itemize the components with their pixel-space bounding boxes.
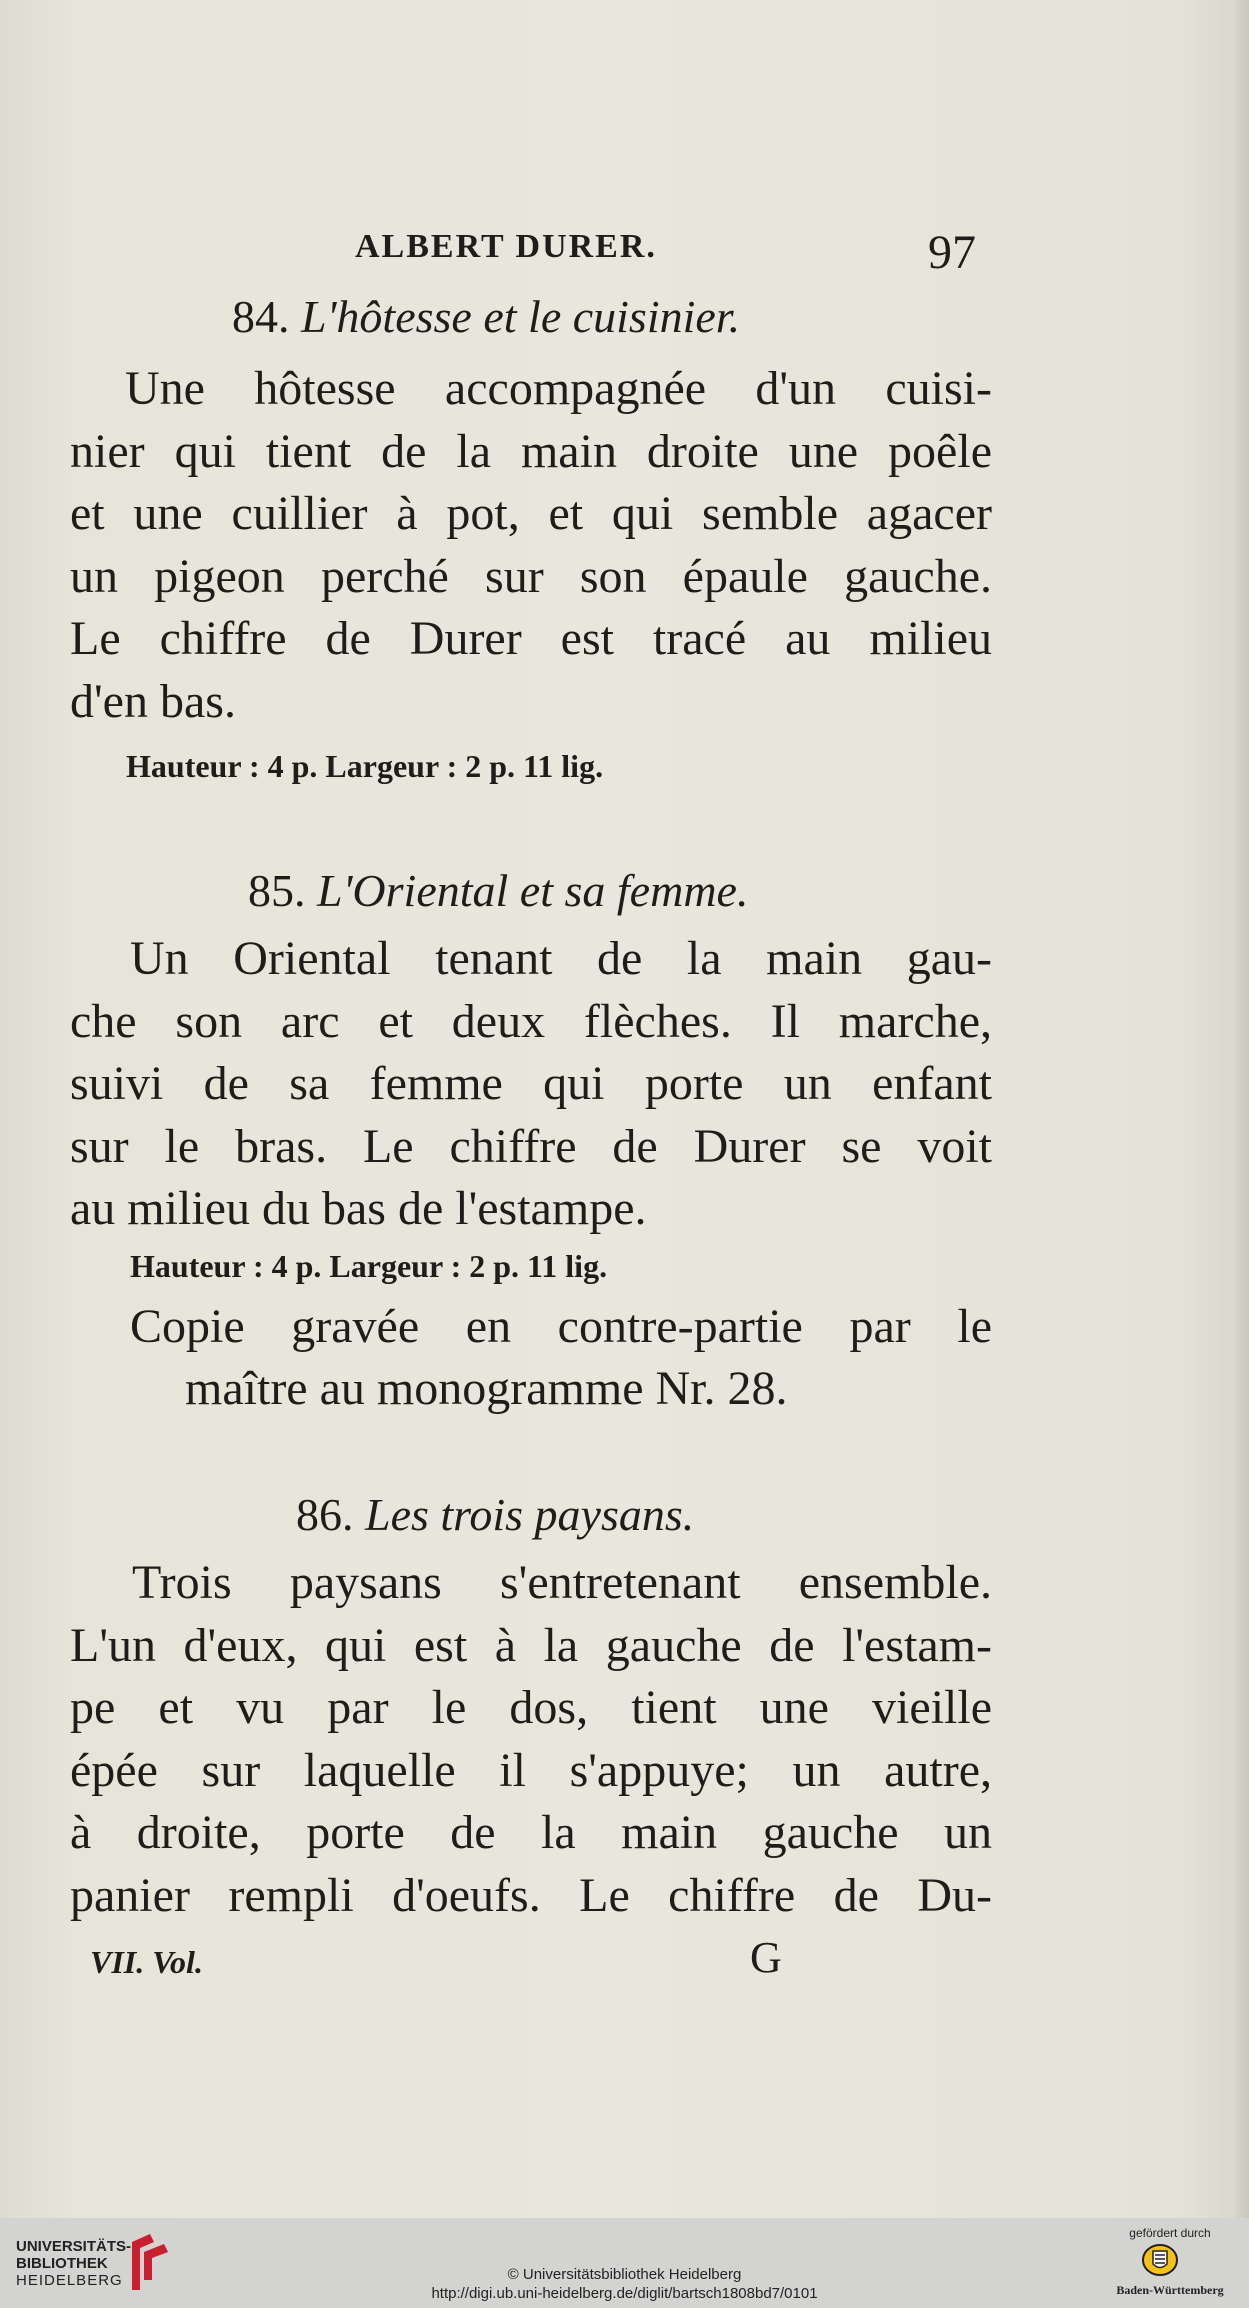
entry-heading: L'Oriental et sa femme.	[317, 865, 749, 916]
running-head: ALBERT DURER.	[355, 228, 657, 265]
gathering-signature: G	[750, 1933, 782, 1982]
text-line: maître au monogramme Nr. 28.	[185, 1362, 788, 1415]
page-number: 97	[928, 226, 976, 279]
library-logo-line: HEIDELBERG	[16, 2272, 123, 2289]
text-line: Un Oriental tenant de la main gau-	[130, 932, 992, 985]
text-line: au milieu du bas de l'estampe.	[70, 1182, 647, 1235]
text-line: nier qui tient de la main droite une poêle	[70, 424, 992, 478]
entry-heading: L'hôtesse et le cuisinier.	[301, 291, 741, 342]
text-line: Une hôtesse accompagnée d'un cuisi-	[125, 362, 992, 415]
entry-heading: Les trois paysans.	[365, 1489, 695, 1540]
entry-86-title	[296, 1488, 694, 1541]
text-line: Trois paysans s'entretenant ensemble.	[132, 1556, 992, 1609]
funder-name: Baden-Württemberg	[1116, 2283, 1224, 2297]
entry-84-title	[232, 290, 740, 343]
text-line: à droite, porte de la main gauche un	[70, 1806, 992, 1859]
entry-85-dimensions: Hauteur : 4 p. Largeur : 2 p. 11 lig.	[130, 1248, 608, 1284]
page-edge	[1235, 0, 1249, 2218]
entry-85-body	[70, 928, 992, 1241]
library-logo-line: BIBLIOTHEK	[16, 2255, 108, 2272]
entry-85-title	[248, 864, 748, 917]
text-line: épée sur laquelle il s'appuye; un autre,	[70, 1743, 992, 1797]
entry-86-body	[70, 1552, 992, 1927]
text-line: suivi de sa femme qui porte un enfant	[70, 1057, 992, 1110]
state-coat-of-arms-icon	[1140, 2240, 1180, 2280]
entry-84-dimensions: Hauteur : 4 p. Largeur : 2 p. 11 lig.	[126, 748, 604, 784]
library-footer-bar	[0, 2218, 1249, 2308]
entry-85-copy-note	[130, 1296, 992, 1420]
text-line: sur le bras. Le chiffre de Durer se voit	[70, 1119, 992, 1173]
entry-number: 84.	[232, 291, 290, 342]
text-line: che son arc et deux flèches. Il marche,	[70, 994, 992, 1048]
copyright-text: © Universitätsbibliothek Heidelberg	[507, 2266, 742, 2283]
text-line: et une cuillier à pot, et qui semble agacer	[70, 487, 992, 540]
text-line: Copie gravée en contre-partie par le	[130, 1300, 992, 1353]
text-line: panier rempli d'oeufs. Le chiffre de Du-	[70, 1868, 992, 1922]
text-line: un pigeon perché sur son épaule gauche.	[70, 549, 992, 603]
entry-number: 86.	[296, 1489, 354, 1540]
volume-signature: VII. Vol.	[90, 1944, 203, 1980]
text-line: d'en bas.	[70, 674, 236, 728]
entry-84-body	[70, 358, 992, 733]
text-line: L'un d'eux, qui est à la gauche de l'estam-	[70, 1618, 992, 1672]
text-line: Le chiffre de Durer est tracé au milieu	[70, 612, 992, 665]
library-logo-line: UNIVERSITÄTS-	[16, 2238, 132, 2255]
permalink[interactable]: http://digi.ub.uni-heidelberg.de/diglit/bartsch1808bd7/0101	[431, 2285, 818, 2302]
funded-by-label: gefördert durch	[1129, 2226, 1211, 2240]
entry-number: 85.	[248, 865, 306, 916]
text-line: pe et vu par le dos, tient une vieille	[70, 1681, 992, 1734]
